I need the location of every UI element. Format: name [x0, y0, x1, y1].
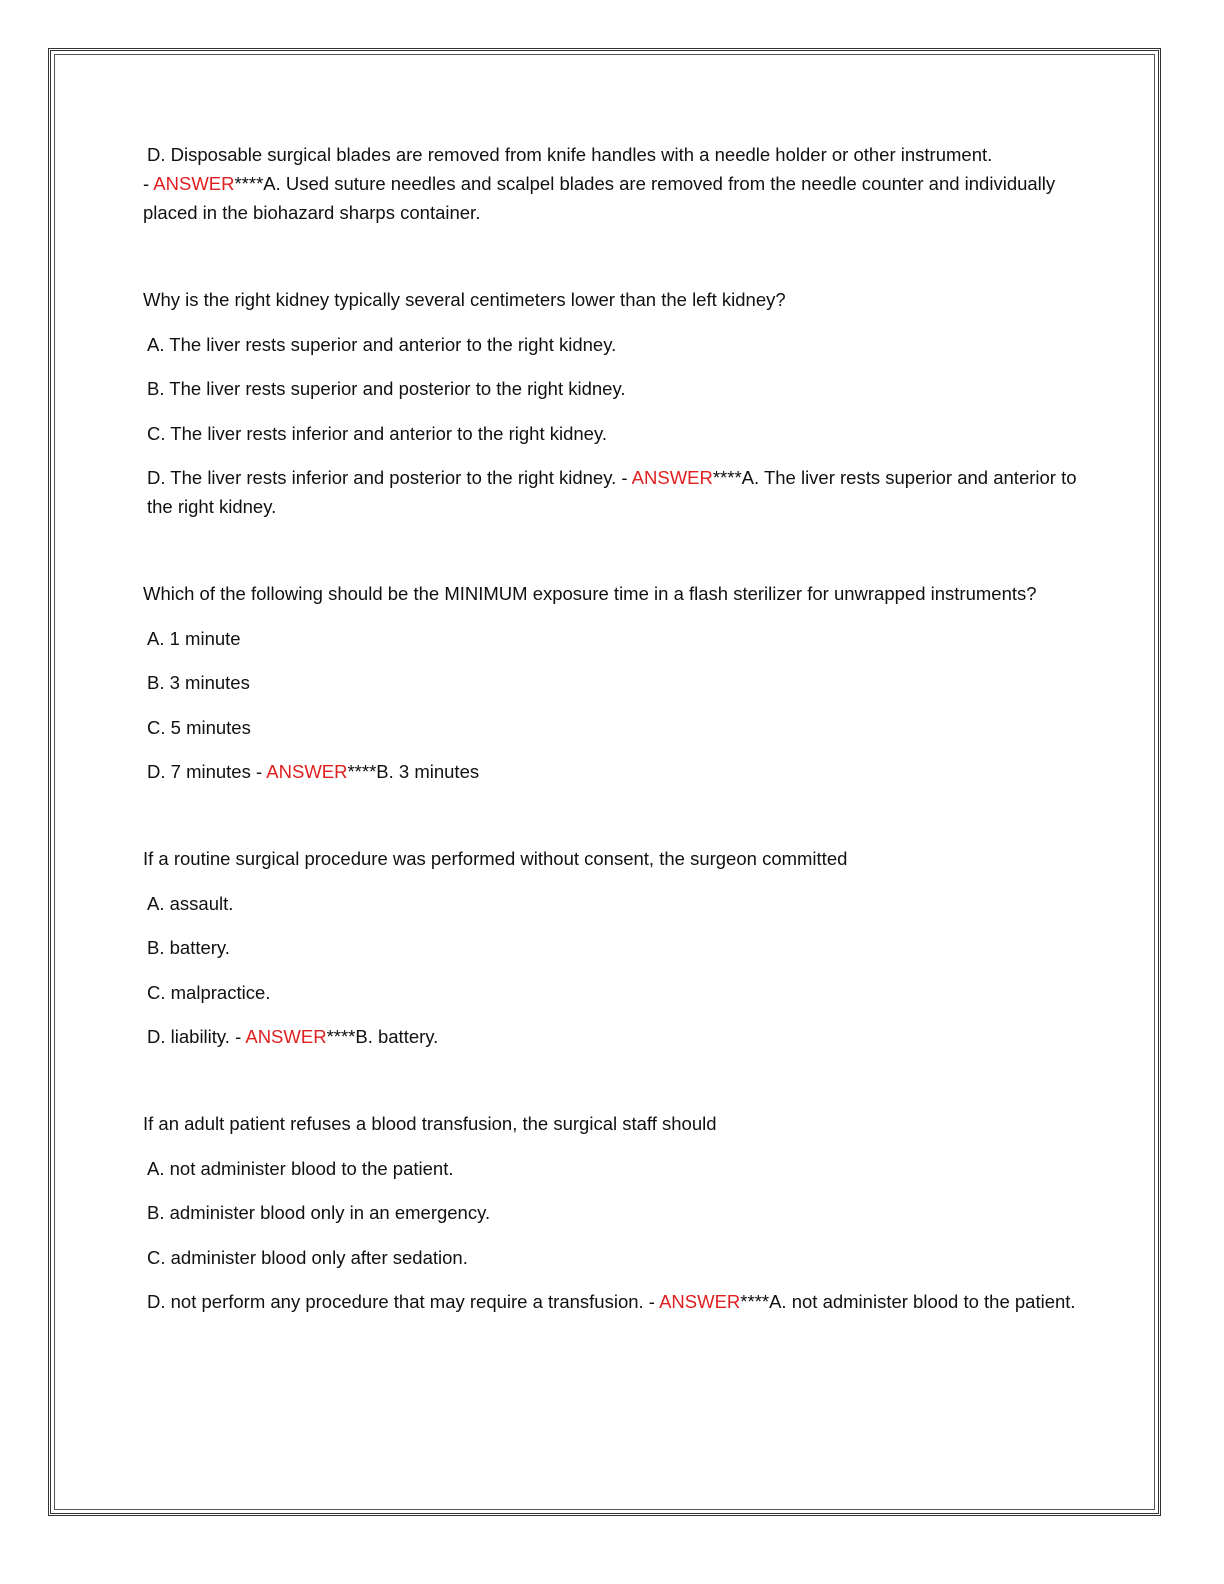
question-block: [143, 285, 1083, 521]
answer-text: ****B. 3 minutes: [347, 761, 480, 782]
option-c: C. The liver rests inferior and anterior to the right kidney.: [147, 422, 607, 444]
option-b: B. The liver rests superior and posterior to the right kidney.: [147, 378, 626, 399]
option-b: B. 3 minutes: [147, 672, 250, 693]
option-d-with-answer: D. not perform any procedure that may require a transfusion. - ANSWER****A. not administer blood to the patient.: [147, 1291, 1076, 1312]
document-body: [143, 140, 1083, 1316]
option-b: B. battery.: [147, 937, 230, 958]
option-a: A. assault.: [147, 892, 234, 914]
option-c: C. malpractice.: [147, 981, 271, 1003]
question-text: Which of the following should be the MINIMUM exposure time in a flash sterilizer for unwrapped instruments?: [143, 583, 1037, 604]
option-d: D. Disposable surgical blades are removed from knife handles with a needle holder or other instrument.: [147, 144, 993, 165]
answer-line: - ANSWER****A. Used suture needles and scalpel blades are removed from the needle counter and individually placed in the biohazard sharps container.: [143, 173, 1056, 223]
answer-text: ****A. not administer blood to the patient.: [740, 1291, 1076, 1312]
question-block: [143, 579, 1083, 786]
option-d-with-answer: D. liability. - ANSWER****B. battery.: [147, 1026, 439, 1047]
option-a: A. not administer blood to the patient.: [147, 1157, 454, 1179]
answer-text: ****A. The liver rests superior and anterior to the right kidney.: [147, 467, 1077, 517]
answer-tag: ANSWER: [245, 1026, 327, 1047]
question-block: [143, 844, 1083, 1051]
answer-tag: ANSWER: [631, 467, 713, 488]
option-d-with-answer: D. 7 minutes - ANSWER****B. 3 minutes: [147, 761, 480, 782]
option-c: C. administer blood only after sedation.: [147, 1246, 468, 1268]
question-text: Why is the right kidney typically several centimeters lower than the left kidney?: [143, 289, 786, 310]
answer-tag: ANSWER: [153, 173, 235, 194]
option-d-with-answer: D. The liver rests inferior and posterior to the right kidney. - ANSWER****A. The liver rests superior and anterior to the right kidney.: [147, 467, 1077, 517]
answer-text: ****A. Used suture needles and scalpel blades are removed from the needle counter and individually placed in the biohazard sharps container.: [143, 173, 1056, 223]
answer-text: ****B. battery.: [326, 1026, 439, 1047]
answer-tag: ANSWER: [659, 1291, 741, 1312]
question-text: If a routine surgical procedure was performed without consent, the surgeon committed: [143, 848, 848, 869]
question-block-continued: [143, 140, 1083, 227]
option-b: B. administer blood only in an emergency.: [147, 1202, 491, 1223]
option-a: A. 1 minute: [147, 627, 241, 649]
option-c: C. 5 minutes: [147, 716, 251, 738]
question-block: [143, 1109, 1083, 1316]
answer-tag: ANSWER: [266, 761, 348, 782]
option-a: A. The liver rests superior and anterior to the right kidney.: [147, 333, 617, 355]
question-text: If an adult patient refuses a blood transfusion, the surgical staff should: [143, 1113, 717, 1134]
